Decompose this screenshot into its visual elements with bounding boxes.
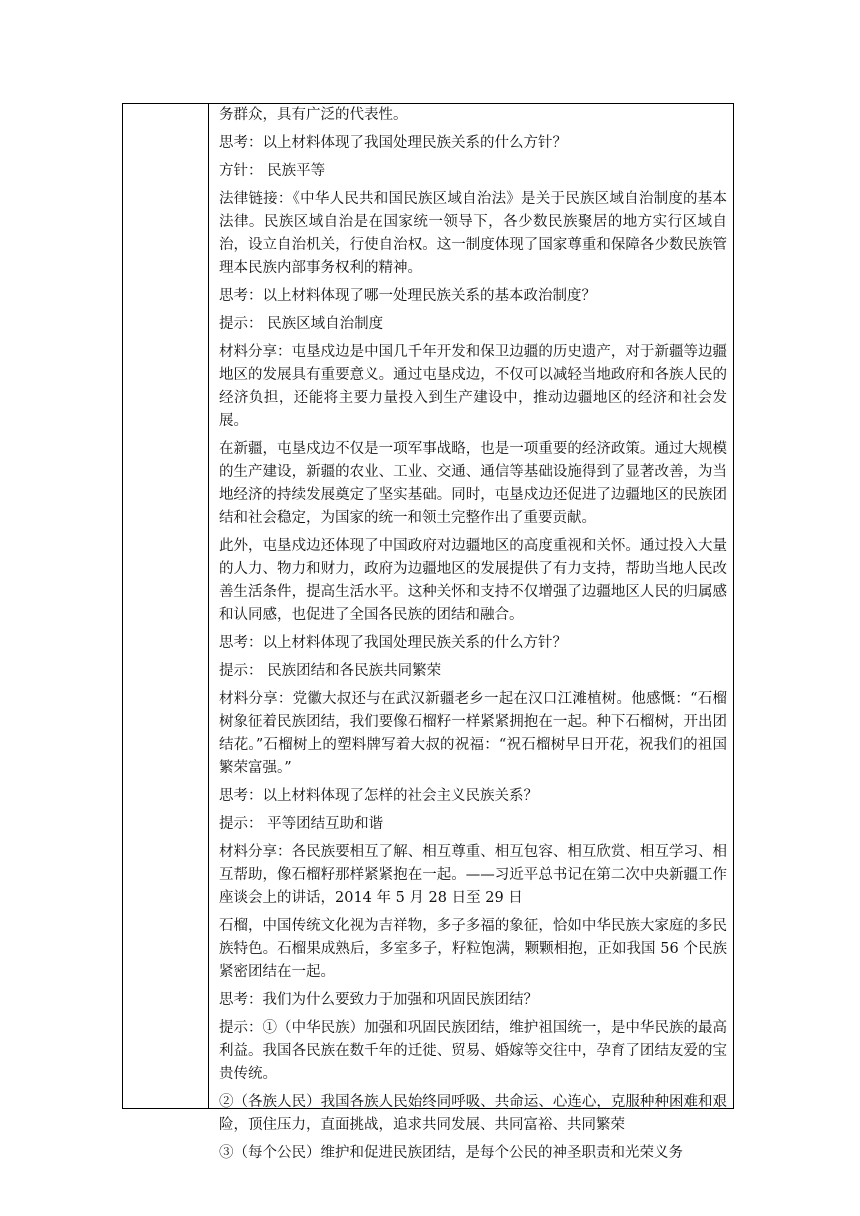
paragraph: 石榴，中国传统文化视为吉祥物，多子多福的象征，恰如中华民族大家庭的多民族特色。石榴果成熟后，多室多子，籽粒饱满，颗颗相抱，正如我国 56 个民族紧密团结在一起。 — [219, 918, 727, 980]
paragraph: 提示： 民族区域自治制度 — [219, 316, 384, 332]
paragraph: 在新疆，屯垦戍边不仅是一项军事战略，也是一项重要的经济政策。通过大规模的生产建设，新疆的农业、工业、交通、通信等基础设施得到了显著改善，为当地经济的持续发展奠定了坚实基础。同时，屯垦戍边还促进了边疆地区的民族团结和社会稳定，为国家的统一和领土完整作出了重要贡献。 — [219, 441, 727, 526]
paragraph: ②（各族人民）我国各族人民始终同呼吸、共命运、心连心，克服种种困难和艰险，顶住压力，直面挑战，追求共同发展、共同富裕、共同繁荣 — [219, 1094, 727, 1133]
paragraph: 思考：以上材料体现了哪一处理民族关系的基本政治制度？ — [219, 288, 596, 304]
paragraph: 方针： 民族平等 — [219, 163, 326, 179]
paragraph: 材料分享：各民族要相互了解、相互尊重、相互包容、相互欣赏、相互学习、相互帮助，像石榴籽那样紧紧抱在一起。——习近平总书记在第二次中央新疆工作座谈会上的讲话，2014 年 5 月 28 日至 29 日 — [219, 844, 727, 906]
paragraph: 务群众，具有广泛的代表性。 — [219, 107, 408, 123]
paragraph: 法律链接：《中华人民共和国民族区域自治法》是关于民族区域自治制度的基本法律。民族区域自治是在国家统一领导下，各少数民族聚居的地方实行区域自治，设立自治机关，行使自治权。这一制度体现了国家尊重和保障各少数民族管理本民族内部事务权利的精神。 — [219, 191, 727, 276]
paragraph: 思考：我们为什么要致力于加强和巩固民族团结？ — [219, 992, 538, 1008]
paragraph: 提示：①（中华民族）加强和巩固民族团结，维护祖国统一，是中华民族的最高利益。我国各民族在数千年的迁徙、贸易、婚嫁等交往中，孕育了团结友爱的宝贵传统。 — [219, 1020, 727, 1082]
paragraph: 材料分享：党徽大叔还与在武汉新疆老乡一起在汉口江滩植树。他感慨：“石榴树象征着民族团结，我们要像石榴籽一样紧紧拥抱在一起。种下石榴树，开出团结花。”石榴树上的塑料牌写着大叔的祝福：“祝石榴树早日开花，祝我们的祖国繁荣富强。” — [219, 691, 727, 776]
paragraph: 提示： 平等团结互助和谐 — [219, 816, 384, 832]
left-column-cell — [123, 104, 209, 1108]
paragraph: ③（每个公民）维护和促进民族团结，是每个公民的神圣职责和光荣义务 — [219, 1145, 683, 1161]
paragraph: 材料分享：屯垦戍边是中国几千年开发和保卫边疆的历史遗产，对于新疆等边疆地区的发展具有重要意义。通过屯垦戍边，不仅可以减轻当地政府和各族人民的经济负担，还能将主要力量投入到生产建设中，推动边疆地区的经济和社会发展。 — [219, 344, 727, 429]
paragraph: 此外，屯垦戍边还体现了中国政府对边疆地区的高度重视和关怀。通过投入大量的人力、物力和财力，政府为边疆地区的发展提供了有力支持，帮助当地人民改善生活条件，提高生活水平。这种关怀和支持不仅增强了边疆地区人民的归属感和认同感，也促进了全国各民族的团结和融合。 — [219, 538, 727, 623]
paragraph: 思考：以上材料体现了我国处理民族关系的什么方针？ — [219, 635, 567, 651]
paragraph: 思考：以上材料体现了怎样的社会主义民族关系？ — [219, 788, 538, 804]
paragraph: 思考：以上材料体现了我国处理民族关系的什么方针？ — [219, 135, 567, 151]
content-cell — [209, 104, 733, 1161]
lesson-table — [122, 103, 734, 1161]
paragraph: 提示： 民族团结和各民族共同繁荣 — [219, 663, 442, 679]
